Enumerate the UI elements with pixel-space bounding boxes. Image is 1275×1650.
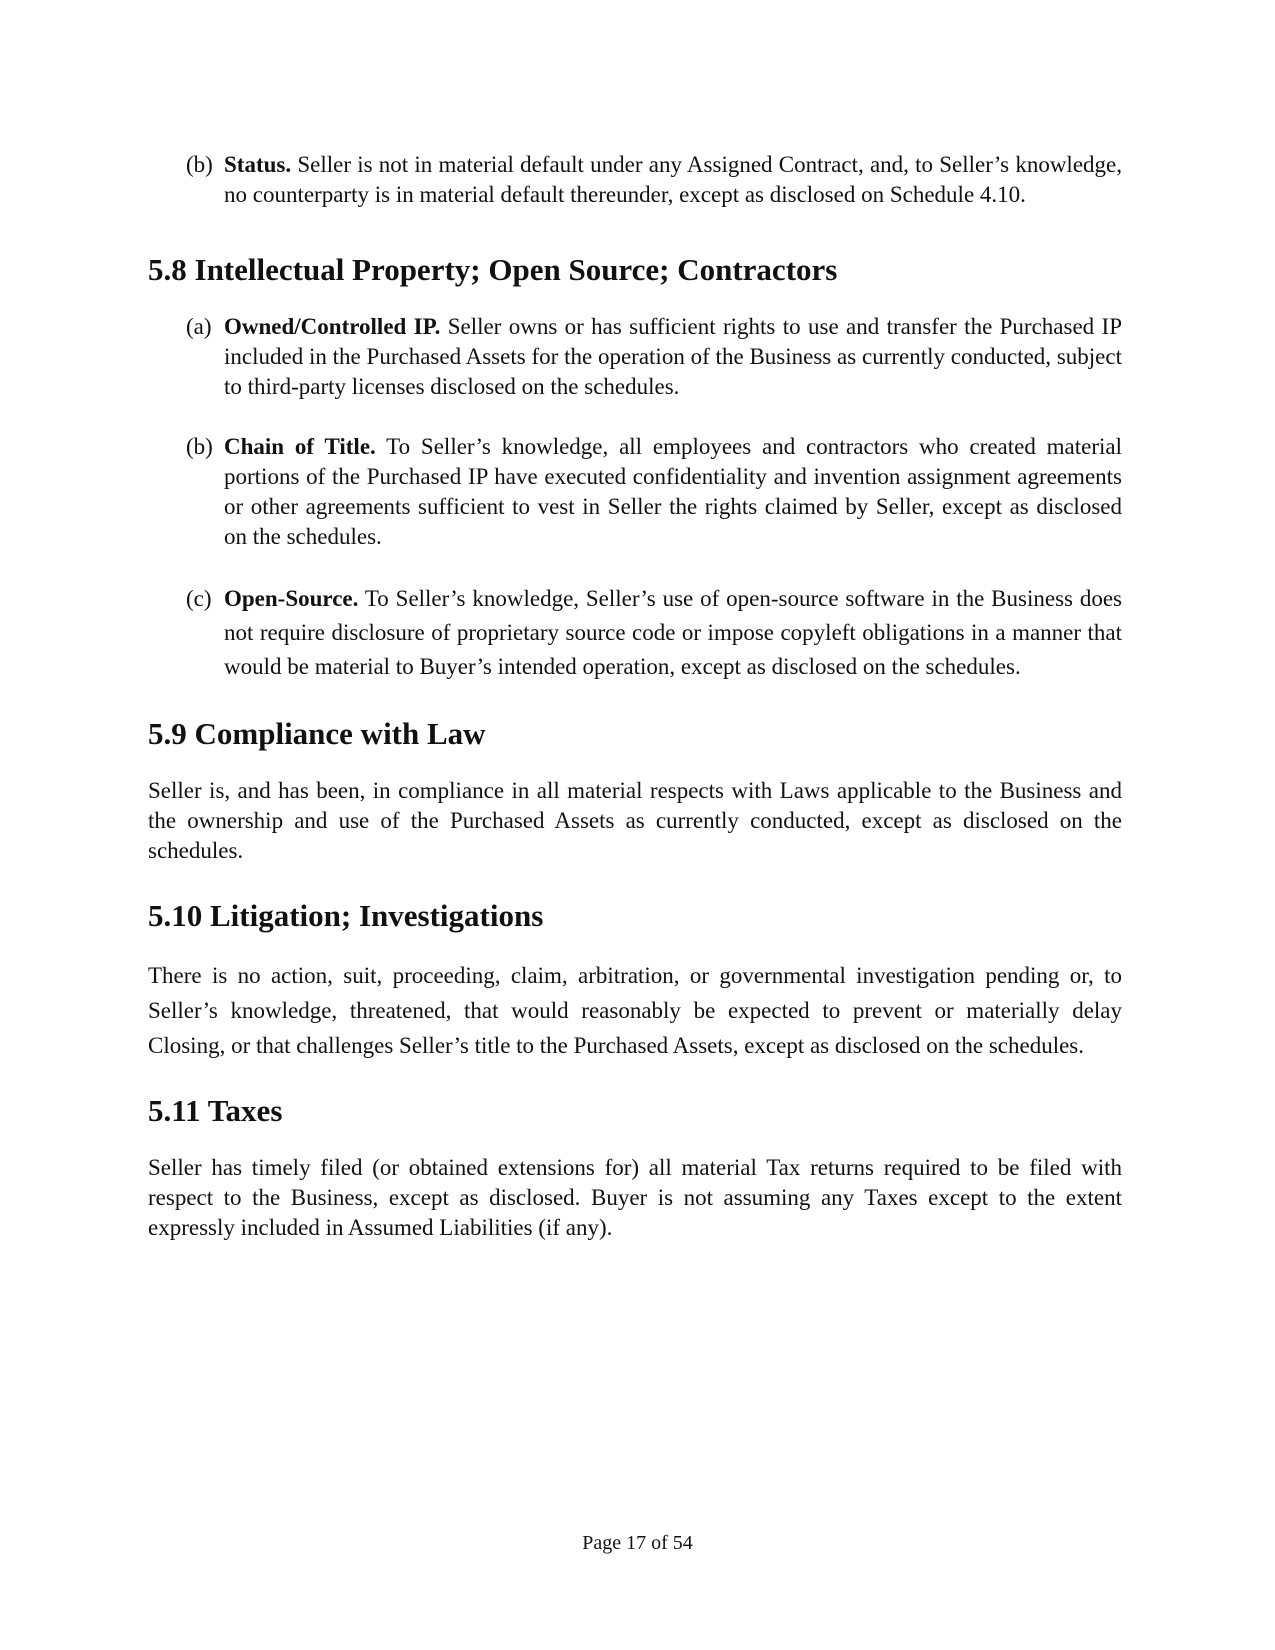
clause-lead: Chain of Title. — [224, 434, 376, 459]
clause-lead: Open-Source. — [224, 586, 359, 611]
clause-open-source — [148, 582, 1122, 684]
clause-lead: Owned/Controlled IP. — [224, 314, 441, 339]
section-body-5-11: Seller has timely filed (or obtained extensions for) all material Tax returns required to be filed with respect to the Business, except as disclosed. Buyer is not assuming any Taxes except to the extent expressly included in Assumed Liabilities (if any). — [148, 1155, 1122, 1240]
clause-lead: Status. — [224, 152, 292, 177]
clause-text: Seller is not in material default under any Assigned Contract, and, to Seller’s knowledge, no counterparty is in material default thereunder, except as disclosed on Schedule 4.10. — [224, 152, 1122, 207]
section-body-5-10: There is no action, suit, proceeding, claim, arbitration, or governmental investigation pending or, to Seller’s knowledge, threatened, that would reasonably be expected to prevent or materially delay Closing, or that challenges Seller’s title to the Purchased Assets, except as disclosed on the schedules. — [148, 963, 1122, 1058]
section-heading-5-9: 5.9 Compliance with Law — [148, 716, 486, 751]
section-body-5-9: Seller is, and has been, in compliance in all material respects with Laws applicable to the Business and the ownership and use of the Purchased Assets as currently conducted, except as disclosed on the schedules. — [148, 778, 1122, 863]
section-heading-5-10: 5.10 Litigation; Investigations — [148, 898, 544, 933]
clause-text: To Seller’s knowledge, Seller’s use of open-source software in the Business does not require disclosure of proprietary source code or impose copyleft obligations in a manner that would be material to Buyer’s intended operation, except as disclosed on the schedules. — [224, 586, 1122, 679]
clause-text: Seller owns or has sufficient rights to use and transfer the Purchased IP included in the Purchased Assets for the operation of the Business as currently conducted, subject to third-party licenses disclosed on the schedules. — [224, 314, 1122, 399]
clause-text: To Seller’s knowledge, all employees and contractors who created material portions of the Purchased IP have executed confidentiality and invention assignment agreements or other agreements sufficient to vest in Seller the rights claimed by Seller, except as disclosed on the schedules. — [224, 434, 1122, 549]
page-number: Page 17 of 54 — [582, 1532, 693, 1554]
section-heading-5-11: 5.11 Taxes — [148, 1093, 283, 1128]
clause-status — [148, 150, 1122, 210]
document-page — [148, 150, 1122, 1243]
clause-marker: (c) — [186, 586, 212, 611]
clause-marker: (b) — [186, 152, 213, 177]
clause-owned-ip — [148, 312, 1122, 402]
section-heading-5-8: 5.8 Intellectual Property; Open Source; Contractors — [148, 252, 838, 287]
clause-chain-of-title — [148, 432, 1122, 552]
clause-marker: (a) — [186, 314, 212, 339]
clause-marker: (b) — [186, 434, 213, 459]
